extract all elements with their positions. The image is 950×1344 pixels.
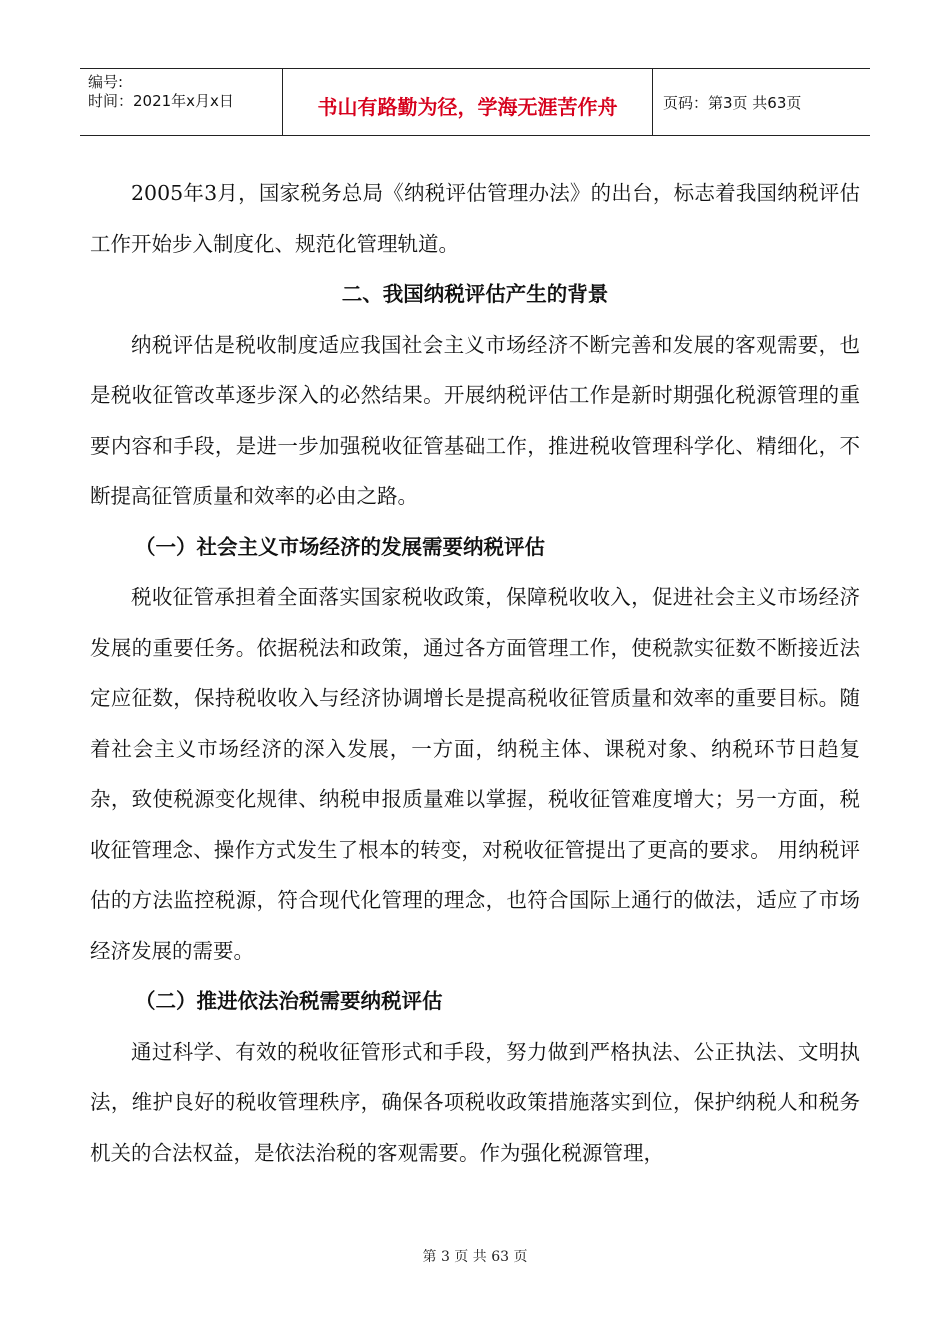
paragraph-1: 2005年3月，国家税务总局《纳税评估管理办法》的出台，标志着我国纳税评估工作开始步入制度化、规范化管理轨道。 bbox=[90, 181, 860, 256]
paragraph-4: 通过科学、有效的税收征管形式和手段，努力做到严格执法、公正执法、文明执法，维护良好的税收管理秩序，确保各项税收政策措施落实到位，保护纳税人和税务机关的合法权益，是依法治税的客观需要。作为强化税源管理， bbox=[90, 1039, 860, 1165]
date-label: 时间：2021年x月x日 bbox=[88, 92, 234, 110]
document-body bbox=[90, 168, 860, 1178]
header-meta bbox=[80, 69, 283, 135]
section-heading-2: 二、我国纳税评估产生的背景 bbox=[341, 282, 609, 306]
subsection-heading-1: （一）社会主义市场经济的发展需要纳税评估 bbox=[135, 534, 545, 559]
code-label: 编号: bbox=[88, 73, 124, 91]
subsection-heading-2: （二）推进依法治税需要纳税评估 bbox=[135, 989, 443, 1013]
paragraph-3: 税收征管承担着全面落实国家税收政策，保障税收收入，促进社会主义市场经济发展的重要任务。依据税法和政策，通过各方面管理工作，使税款实征数不断接近法定应征数，保持税收收入与经济协调增长是提高税收征管质量和效率的重要目标。随着社会主义市场经济的深入发展，一方面，纳税主体、课税对象、纳税环节日趋复杂，致使税源变化规律、纳税申报质量难以掌握，税收征管难度增大；另一方面，税收征管理念、操作方式发生了根本的转变，对税收征管提出了更高的要求。 用纳税评估的方法监控税源，符合现代化管理的理念，也符合国际上通行的做法，适应了市场经济发展的需要。 bbox=[90, 585, 860, 963]
page-footer: 第 3 页 共 63 页 bbox=[422, 1249, 528, 1265]
header-motto: 书山有路勤为径，学海无涯苦作舟 bbox=[283, 69, 653, 135]
paragraph-2: 纳税评估是税收制度适应我国社会主义市场经济不断完善和发展的客观需要，也是税收征管改革逐步深入的必然结果。开展纳税评估工作是新时期强化税源管理的重要内容和手段，是进一步加强税收征管基础工作，推进税收管理科学化、精细化，不断提高征管质量和效率的必由之路。 bbox=[90, 332, 860, 508]
page-header bbox=[80, 68, 870, 136]
header-page-info: 页码：第3页 共63页 bbox=[663, 93, 802, 112]
